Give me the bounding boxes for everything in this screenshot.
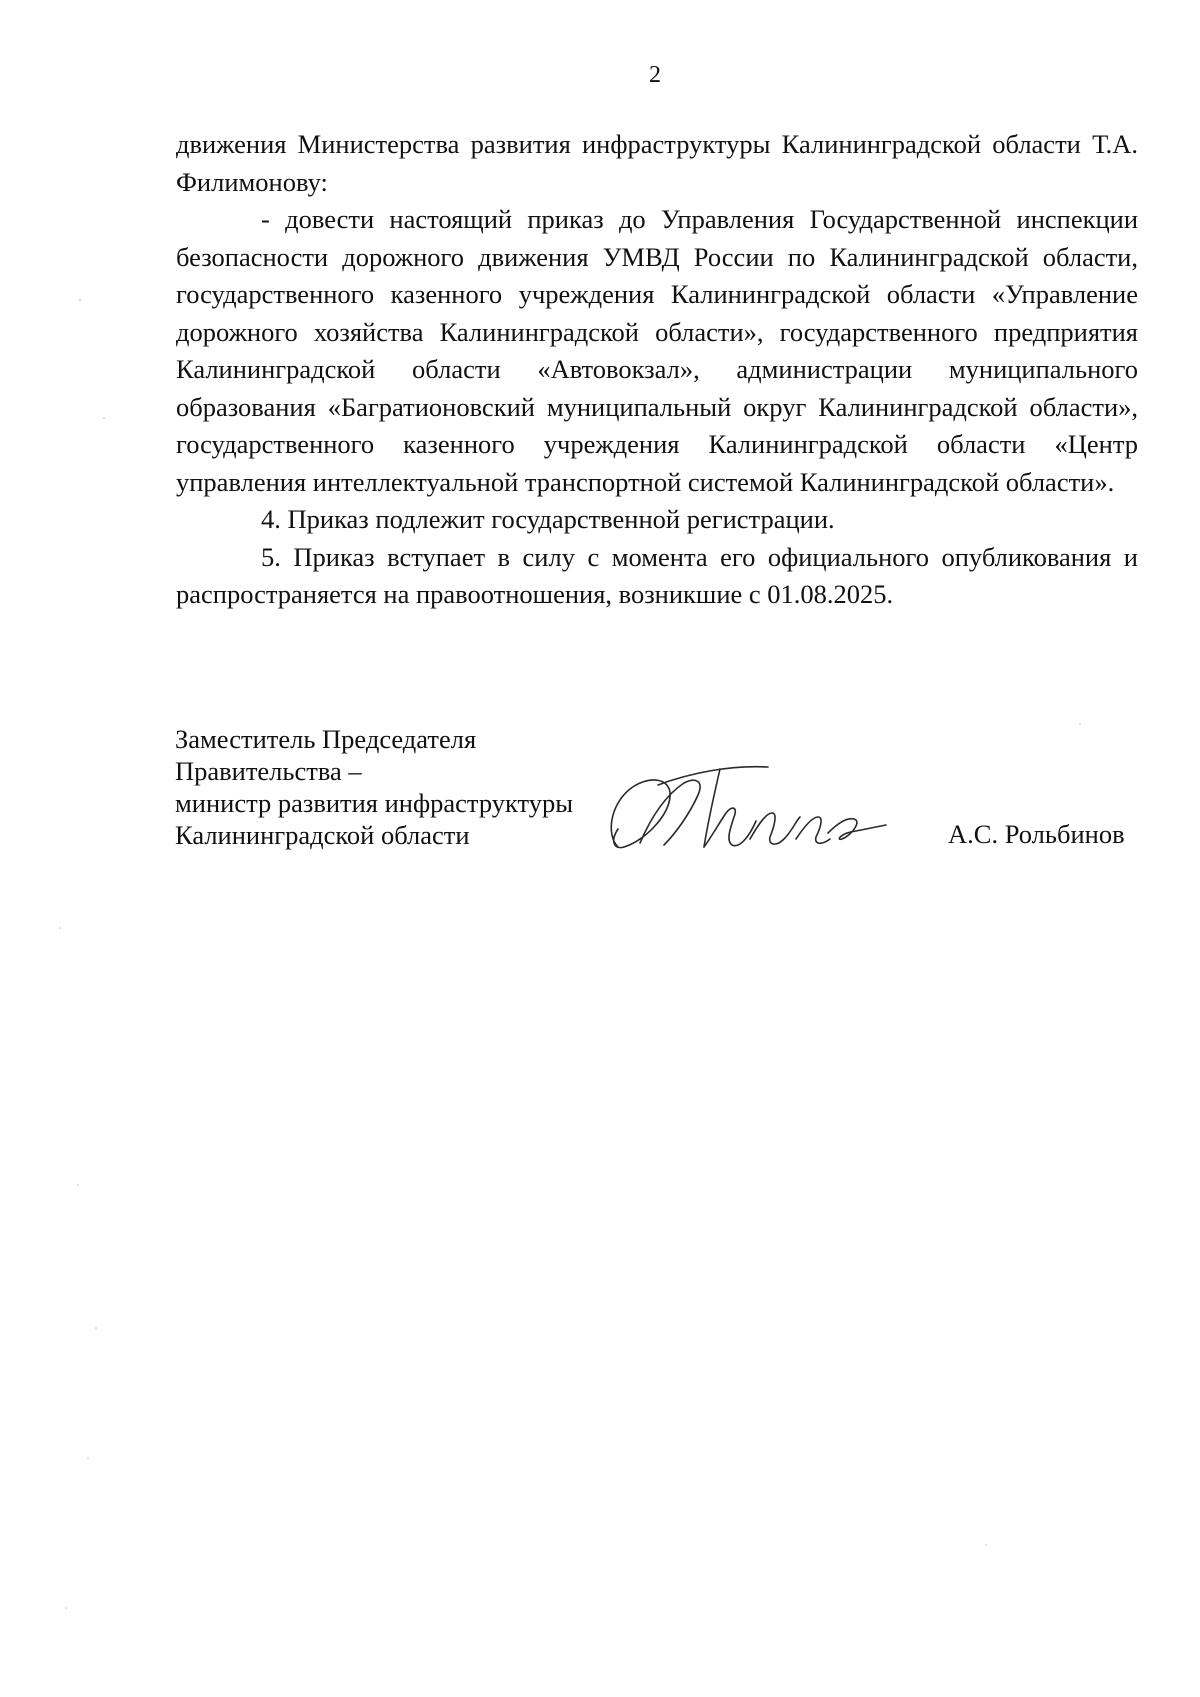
- signatory-name: А.С. Рольбинов: [948, 819, 1125, 849]
- signatory-title-line: министр развития инфраструктуры: [175, 788, 574, 818]
- paragraph-dash-item: - довести настоящий приказ до Управления Государственной инспекции безопасности дорожного движения УМВД России по Калининградской области, государственного казенного учреждения Калининградской области «Управление дорожного хозяйства Калининградской области», государственного предприятия Калининградской области «Автовокзал», администрации муниципального образования «Багратионовский муниципальный округ Калининградской области», государственного казенного учреждения Калининградской области «Центр управления интеллектуальной транспортной системой Калининградской области».: [176, 204, 1138, 497]
- page-number: 2: [649, 62, 661, 88]
- document-body: [176, 126, 1138, 614]
- paragraph-item-5: 5. Приказ вступает в силу с момента его официального опубликования и распространяется на правоотношения, возникшие с 01.08.2025.: [176, 541, 1138, 609]
- handwritten-signature: [600, 755, 900, 865]
- signatory-title-line: Калининградской области: [175, 820, 470, 850]
- paragraph-continuation: движения Министерства развития инфраструктуры Калининградской области Т.А. Филимонову:: [176, 129, 1138, 197]
- signatory-title-line: Заместитель Председателя: [175, 724, 477, 754]
- paragraph-item-4: 4. Приказ подлежит государственной регистрации.: [261, 504, 835, 534]
- signatory-title-line: Правительства –: [175, 756, 362, 786]
- signatory-title: [175, 723, 635, 851]
